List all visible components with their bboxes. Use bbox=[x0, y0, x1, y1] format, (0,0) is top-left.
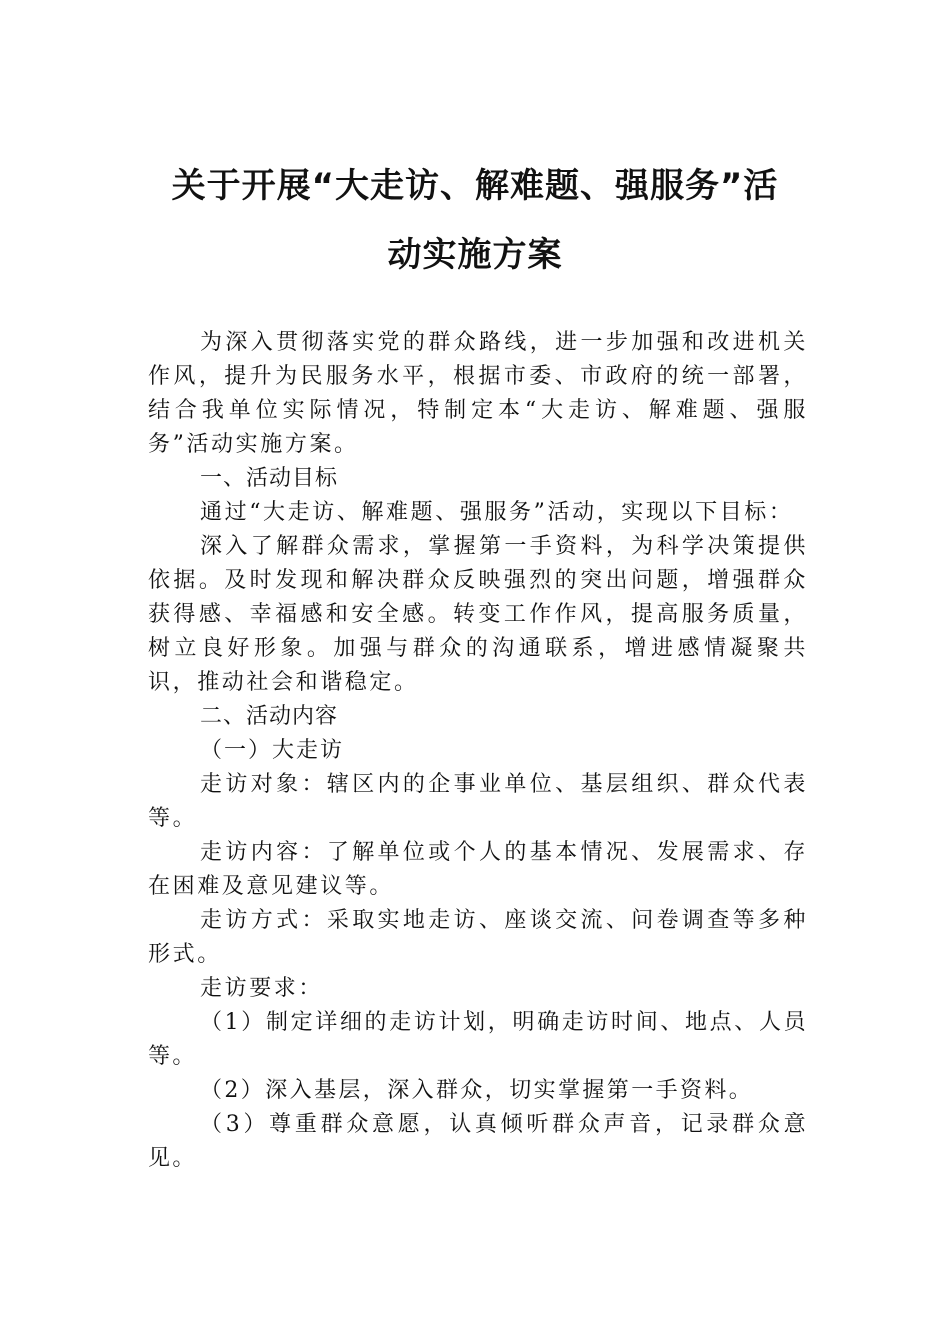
visit-methods-paragraph: 走访方式：采取实地走访、座谈交流、问卷调查等多种形式。 bbox=[148, 908, 808, 967]
document-title-line-2: 动实施方案 bbox=[387, 235, 563, 275]
intro-paragraph: 为深入贯彻落实党的群众路线，进一步加强和改进机关作风，提升为民服务水平，根据市委、市政府的统一部署，结合我单位实际情况，特制定本“大走访、解难题、强服务”活动实施方案。 bbox=[148, 330, 808, 457]
section-heading-goals: 一、活动目标 bbox=[200, 466, 339, 491]
requirement-item: （3）尊重群众意愿，认真倾听群众声音，记录群众意见。 bbox=[148, 1112, 808, 1171]
goals-detail-paragraph: 深入了解群众需求，掌握第一手资料，为科学决策提供依据。及时发现和解决群众反映强烈的突出问题，增强群众获得感、幸福感和安全感。转变工作作风，提高服务质量，树立良好形象。加强与群众的沟通联系，增进感情凝聚共识，推动社会和谐稳定。 bbox=[148, 534, 808, 695]
section-heading-content: 二、活动内容 bbox=[200, 704, 339, 729]
visit-content-paragraph: 走访内容：了解单位或个人的基本情况、发展需求、存在困难及意见建议等。 bbox=[148, 840, 808, 899]
document-body bbox=[148, 326, 808, 1176]
visit-targets-paragraph: 走访对象：辖区内的企事业单位、基层组织、群众代表等。 bbox=[148, 772, 808, 831]
requirement-item: （1）制定详细的走访计划，明确走访时间、地点、人员等。 bbox=[148, 1010, 808, 1069]
requirement-item: （2）深入基层，深入群众，切实掌握第一手资料。 bbox=[200, 1078, 754, 1103]
goals-intro-paragraph: 通过“大走访、解难题、强服务”活动，实现以下目标： bbox=[200, 500, 794, 525]
subsection-heading-visit: （一）大走访 bbox=[200, 738, 345, 763]
document-title-line-1: 关于开展“大走访、解难题、强服务”活 bbox=[171, 166, 779, 206]
visit-requirements-heading: 走访要求： bbox=[200, 976, 324, 1001]
